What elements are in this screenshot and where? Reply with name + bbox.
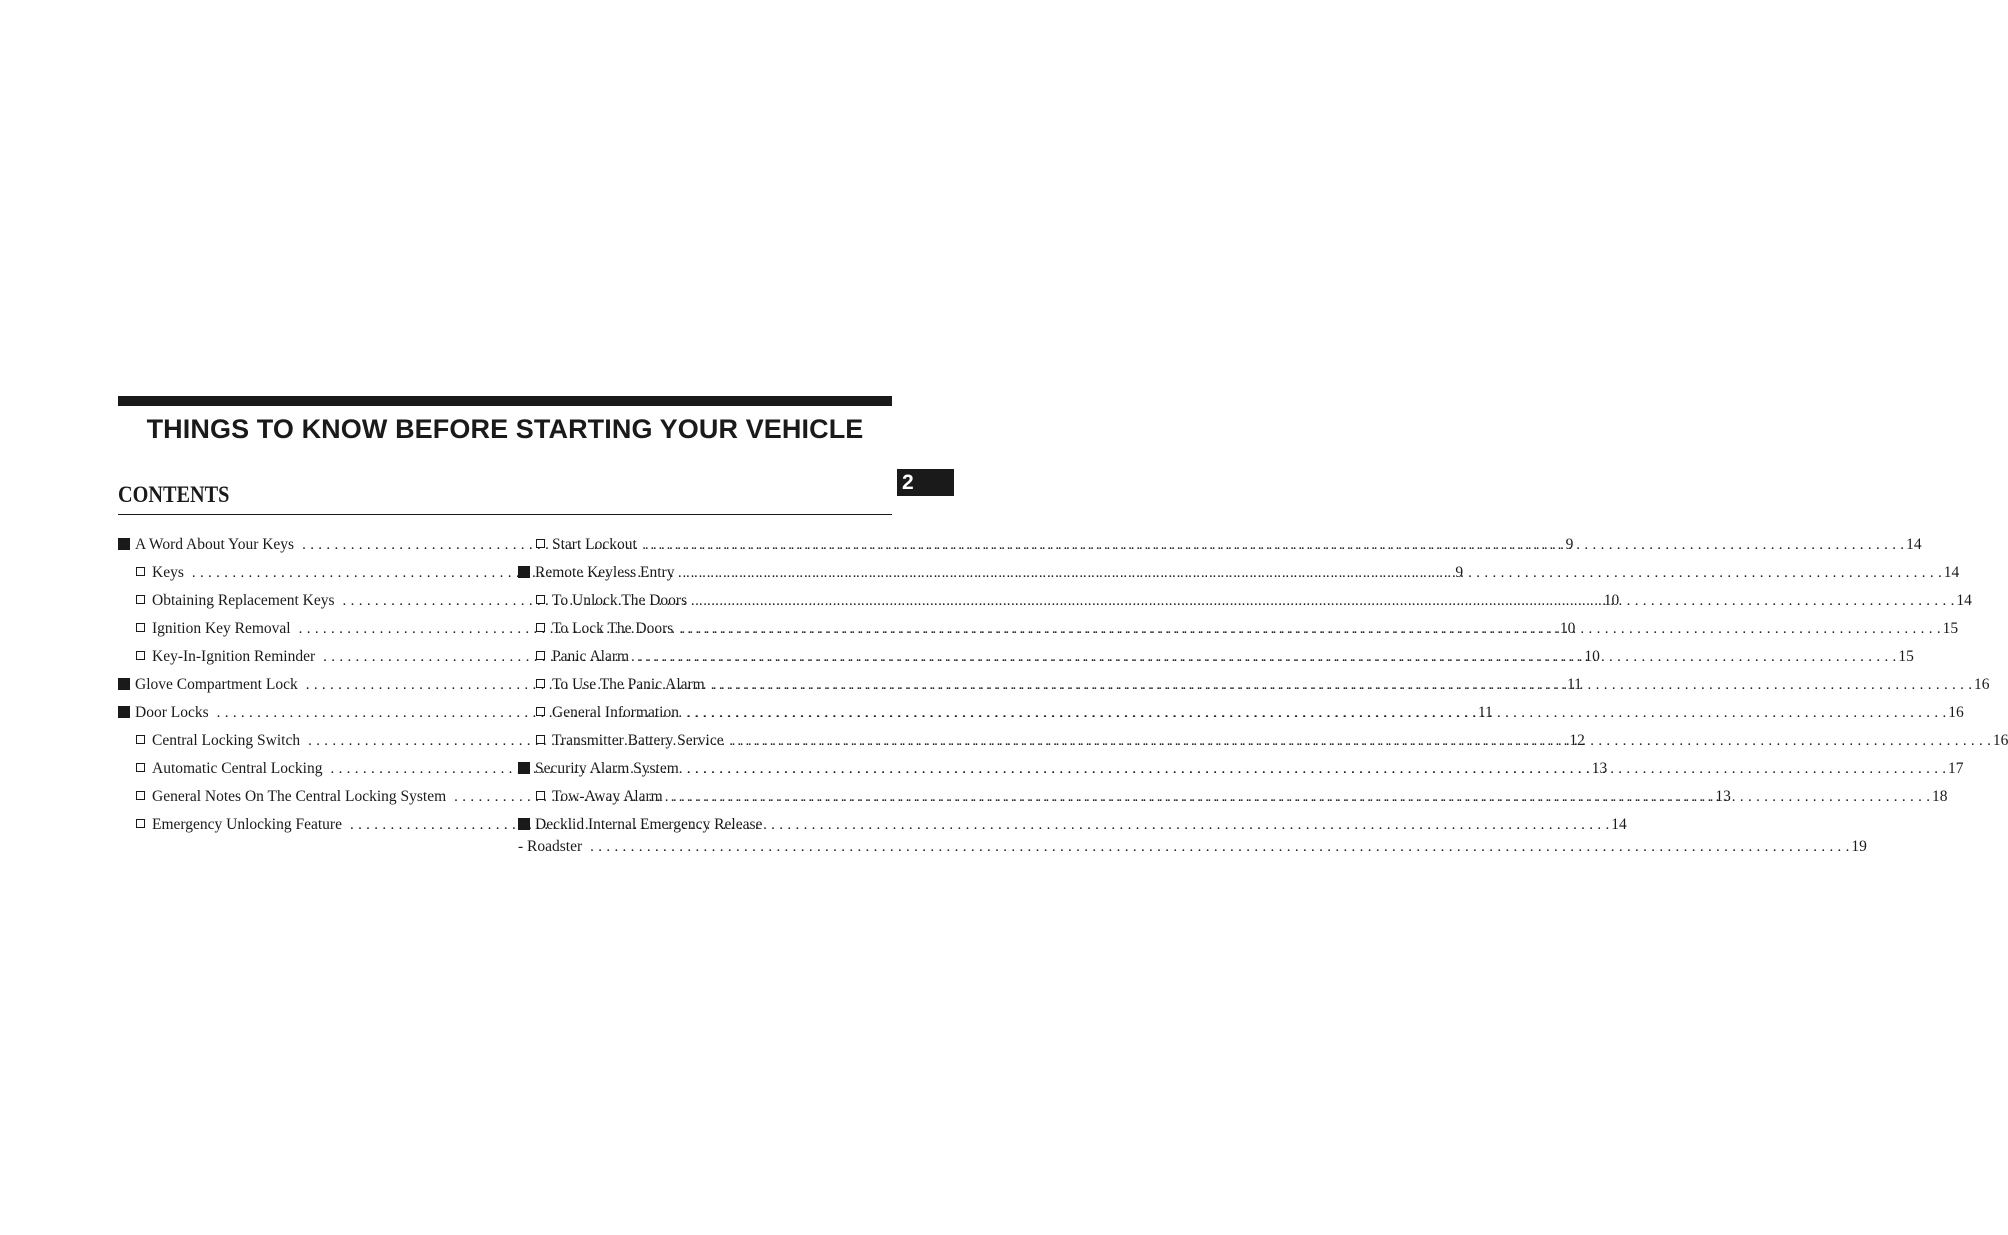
hollow-square-bullet-icon bbox=[536, 615, 548, 643]
chapter-title: THINGS TO KNOW BEFORE STARTING YOUR VEHICLE bbox=[146, 414, 864, 444]
dot-leader bbox=[713, 671, 1972, 699]
chapter-tab: 2 bbox=[897, 469, 954, 496]
toc-entry-start-lockout[interactable] bbox=[518, 531, 1922, 559]
toc-page-number: 16 bbox=[1992, 732, 2008, 749]
toc-page-number: 13 bbox=[1715, 788, 1731, 805]
hollow-square-bullet-icon bbox=[536, 727, 548, 755]
toc-page-number: 14 bbox=[1906, 536, 1922, 553]
hollow-square-bullet-icon bbox=[536, 531, 548, 559]
toc-page-number: 10 bbox=[1584, 648, 1600, 665]
toc-entry-label: Security Alarm System bbox=[535, 760, 679, 777]
dot-leader bbox=[590, 833, 1849, 857]
toc-page-number: 17 bbox=[1948, 760, 1964, 777]
hollow-square-bullet-icon bbox=[136, 727, 148, 755]
toc-page-number: 12 bbox=[1569, 732, 1585, 749]
toc-entry-label: Key-In-Ignition Reminder bbox=[152, 648, 316, 665]
toc-entry-label: Panic Alarm bbox=[552, 648, 630, 665]
toc-entry-label: Obtaining Replacement Keys bbox=[152, 592, 335, 609]
dot-leader bbox=[645, 531, 1904, 559]
toc-entry-label: To Use The Panic Alarm bbox=[552, 676, 705, 693]
hollow-square-bullet-icon bbox=[536, 783, 548, 811]
dot-leader bbox=[687, 699, 1946, 727]
toc-entry-label: Ignition Key Removal bbox=[152, 620, 291, 637]
toc-entry-label: Glove Compartment Lock bbox=[135, 676, 298, 693]
toc-entry-label: General Notes On The Central Locking System bbox=[152, 788, 447, 805]
toc-entry-label: Keys bbox=[152, 564, 184, 581]
toc-page-number: 9 bbox=[1455, 564, 1464, 581]
toc-page-number: 11 bbox=[1566, 676, 1582, 693]
toc-entry-label-continued: - Roadster bbox=[518, 838, 583, 855]
toc-entry-label: A Word About Your Keys bbox=[135, 536, 295, 553]
hollow-square-bullet-icon bbox=[136, 783, 148, 811]
toc-page-number: 16 bbox=[1948, 704, 1964, 721]
toc-page-number: 14 bbox=[1611, 816, 1627, 833]
filled-square-bullet-icon bbox=[518, 755, 531, 783]
toc-entry-label: Start Lockout bbox=[552, 536, 637, 553]
hollow-square-bullet-icon bbox=[136, 755, 148, 783]
toc-entry-line2 bbox=[518, 833, 1867, 857]
toc-entry-remote-keyless-entry[interactable] bbox=[518, 559, 1960, 587]
dot-leader bbox=[682, 559, 1941, 587]
toc-page-number: 10 bbox=[1559, 620, 1576, 637]
dot-leader bbox=[695, 587, 1954, 615]
contents-heading: CONTENTS bbox=[118, 482, 230, 507]
hollow-square-bullet-icon bbox=[536, 699, 548, 727]
toc-entry-label: Decklid Internal Emergency Release bbox=[535, 816, 763, 833]
toc-entry-label: Tow-Away Alarm bbox=[552, 788, 663, 805]
hollow-square-bullet-icon bbox=[136, 559, 148, 587]
filled-square-bullet-icon bbox=[518, 559, 531, 587]
toc-page-number: 11 bbox=[1477, 704, 1493, 721]
toc-page-number: 19 bbox=[1851, 838, 1867, 855]
toc-page-number: 9 bbox=[1565, 536, 1574, 553]
toc-entry-label: Emergency Unlocking Feature bbox=[152, 816, 342, 833]
dot-leader bbox=[671, 783, 1930, 811]
toc-entry-label: Remote Keyless Entry bbox=[535, 564, 675, 581]
hollow-square-bullet-icon bbox=[136, 643, 148, 671]
toc-page-number: 16 bbox=[1974, 676, 1990, 693]
toc-entry-label: Transmitter Battery Service bbox=[552, 732, 724, 749]
filled-square-bullet-icon bbox=[118, 699, 131, 727]
dot-leader bbox=[687, 755, 1946, 783]
toc-entry-text bbox=[518, 811, 1867, 857]
hollow-square-bullet-icon bbox=[136, 811, 148, 839]
toc-page-number: 10 bbox=[1603, 592, 1620, 609]
hollow-square-bullet-icon bbox=[536, 587, 548, 615]
dot-leader bbox=[637, 643, 1896, 671]
contents-rule bbox=[118, 514, 892, 515]
toc-page-number: 18 bbox=[1931, 788, 1948, 805]
hollow-square-bullet-icon bbox=[136, 587, 148, 615]
dot-leader bbox=[732, 727, 1991, 755]
hollow-square-bullet-icon bbox=[136, 615, 148, 643]
dot-leader bbox=[681, 615, 1940, 643]
toc-page-number: 14 bbox=[1943, 564, 1960, 581]
filled-square-bullet-icon bbox=[118, 671, 131, 699]
hollow-square-bullet-icon bbox=[536, 671, 548, 699]
toc-page-number: 13 bbox=[1591, 760, 1608, 777]
toc-page-number: 14 bbox=[1956, 592, 1972, 609]
toc-entry-label: Automatic Central Locking bbox=[152, 760, 323, 777]
toc-entry-label: Door Locks bbox=[135, 704, 209, 721]
filled-square-bullet-icon bbox=[118, 531, 131, 559]
toc-page-number: 15 bbox=[1942, 620, 1959, 637]
toc-page-number: 15 bbox=[1898, 648, 1914, 665]
toc-entry-label: Central Locking Switch bbox=[152, 732, 301, 749]
chapter-top-rule bbox=[118, 396, 892, 406]
toc-entry-label: General Information bbox=[552, 704, 679, 721]
hollow-square-bullet-icon bbox=[536, 643, 548, 671]
toc-entry-label: To Unlock The Doors bbox=[552, 592, 688, 609]
toc-entry-label: To Lock The Doors bbox=[552, 620, 674, 637]
